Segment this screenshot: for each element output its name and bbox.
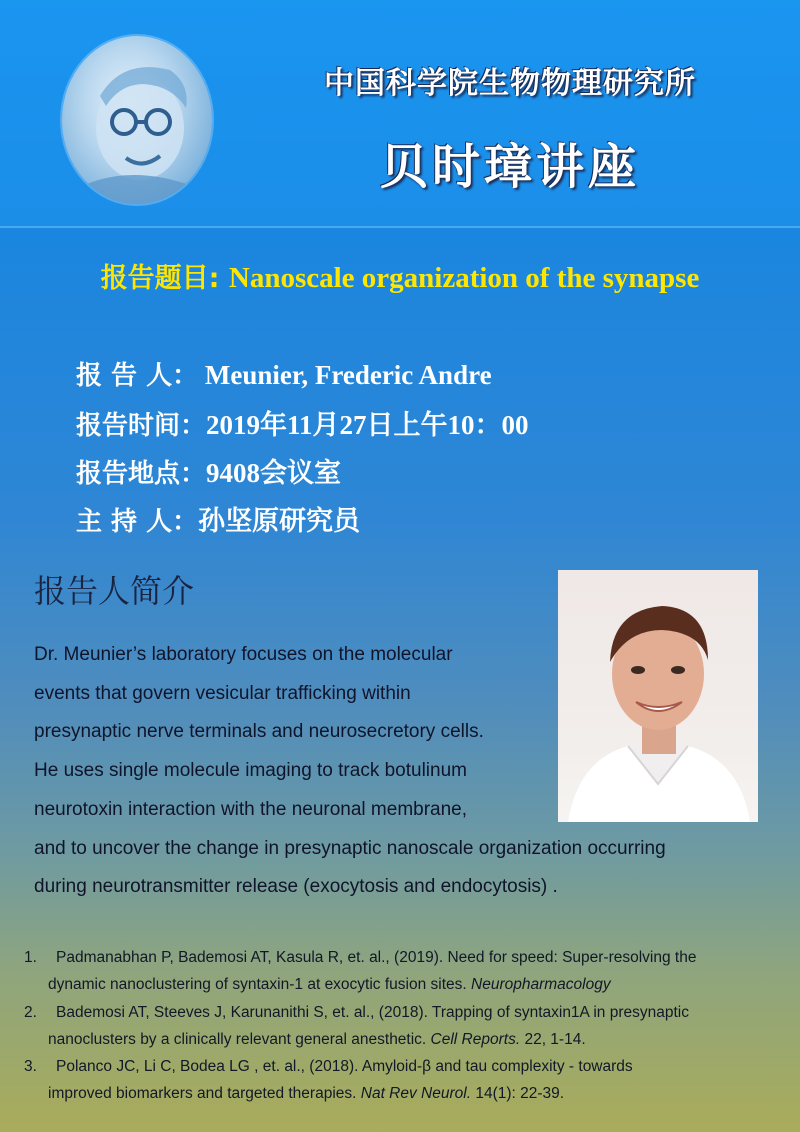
reference-line bbox=[48, 1026, 784, 1053]
detail-label: 报 告 人： bbox=[76, 361, 199, 391]
reference-item bbox=[24, 1053, 784, 1108]
reference-number: 1. bbox=[24, 949, 37, 966]
reference-number: 2. bbox=[24, 1003, 37, 1021]
header-band bbox=[0, 0, 800, 228]
reference-text: nanoclusters by a clinically relevant general anesthetic. bbox=[48, 1030, 431, 1048]
detail-label: 报告时间： bbox=[76, 411, 207, 441]
detail-value: Meunier, Frederic Andre bbox=[198, 360, 492, 390]
detail-value: 2019年11月27日上午10：00 bbox=[206, 410, 529, 440]
talk-topic bbox=[0, 256, 800, 295]
detail-value: 孙坚原研究员 bbox=[198, 506, 361, 536]
person-sketch-icon bbox=[62, 36, 212, 204]
detail-time bbox=[76, 403, 529, 451]
bio-line: events that govern vesicular trafficking within bbox=[34, 682, 411, 704]
talk-details bbox=[76, 355, 529, 547]
reference-text: dynamic nanoclustering of syntaxin-1 at exocytic fusion sites. bbox=[48, 976, 472, 994]
reference-item bbox=[24, 944, 784, 999]
detail-host bbox=[76, 499, 529, 547]
reference-line: Bademosi AT, Steeves J, Karunanithi S, et. al., (2018). Trapping of syntaxin1A in presynaptic bbox=[56, 1003, 689, 1021]
reference-number: 3. bbox=[24, 1058, 37, 1076]
detail-speaker bbox=[76, 355, 529, 403]
detail-value: 9408会议室 bbox=[206, 458, 342, 488]
references-list bbox=[24, 944, 784, 1108]
detail-label: 主 持 人： bbox=[76, 507, 199, 537]
detail-location bbox=[76, 451, 529, 499]
detail-label: 报告地点： bbox=[76, 459, 207, 489]
reference-item bbox=[24, 999, 784, 1054]
reference-line: Polanco JC, Li C, Bodea LG , et. al., (2018). Amyloid-β and tau complexity - towards bbox=[56, 1058, 633, 1076]
bio-line: during neurotransmitter release (exocytosis and endocytosis) . bbox=[34, 876, 558, 898]
bio-line: presynaptic nerve terminals and neurosecretory cells. bbox=[34, 721, 484, 743]
bio-line: and to uncover the change in presynaptic nanoscale organization occurring bbox=[34, 837, 666, 859]
bio-line: He uses single molecule imaging to track botulinum bbox=[34, 760, 467, 782]
reference-text: improved biomarkers and targeted therapies. bbox=[48, 1085, 361, 1103]
reference-journal: Neuropharmacology bbox=[471, 976, 611, 994]
reference-line bbox=[48, 1080, 784, 1107]
founder-portrait bbox=[62, 36, 212, 204]
reference-tail: 22, 1-14. bbox=[520, 1030, 586, 1048]
topic-label: 报告题目: bbox=[100, 263, 229, 294]
reference-tail: 14(1): 22-39. bbox=[471, 1085, 565, 1103]
bio-line: neurotoxin interaction with the neuronal membrane, bbox=[34, 798, 468, 820]
topic-title: Nanoscale organization of the synapse bbox=[228, 262, 700, 294]
bio-text bbox=[34, 636, 774, 907]
reference-journal: Nat Rev Neurol. bbox=[360, 1085, 472, 1103]
bio-line: Dr. Meunier’s laboratory focuses on the molecular bbox=[34, 644, 453, 665]
reference-line: Padmanabhan P, Bademosi AT, Kasula R, et. al., (2019). Need for speed: Super-resolving the bbox=[56, 949, 697, 966]
reference-line bbox=[48, 971, 784, 998]
bio-heading: 报告人简介 bbox=[34, 572, 195, 610]
lecture-series-title: 贝时璋讲座 bbox=[379, 139, 640, 195]
institute-name: 中国科学院生物物理研究所 bbox=[324, 66, 696, 101]
reference-journal: Cell Reports. bbox=[430, 1030, 521, 1048]
